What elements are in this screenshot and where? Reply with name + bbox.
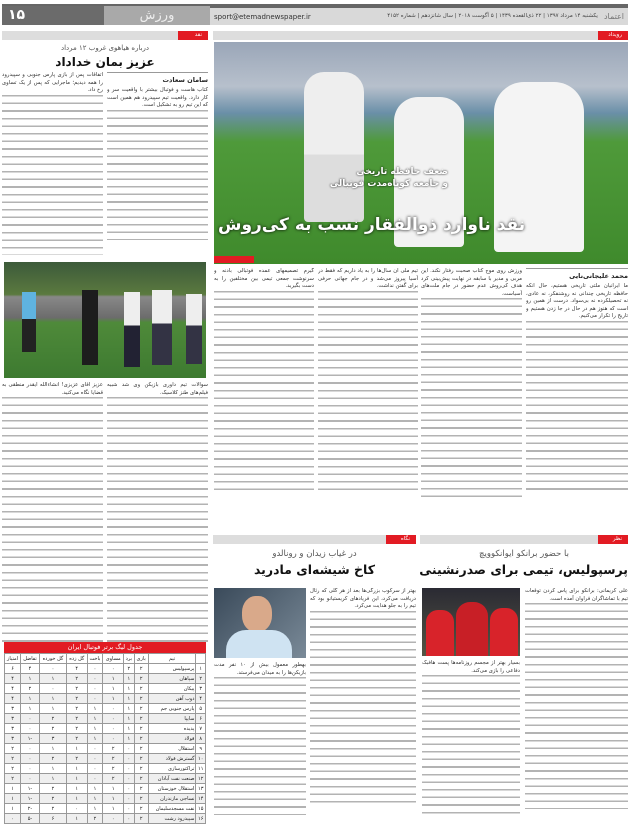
column-header: تفاضل — [21, 654, 40, 664]
table-cell: ۰ — [87, 744, 103, 754]
table-cell: ۲ — [39, 804, 66, 814]
table-row — [5, 764, 206, 774]
table-row — [5, 754, 206, 764]
article-text: بهتر از سرکوب بزرگی‌ها بعد از هر گلی که رئال دریافت می‌کرد، این فریادهای کریستیانو بود که تیم را به جلو هدایت می‌کرد. — [310, 588, 416, 610]
table-cell: ۴ — [5, 684, 21, 694]
table-cell: ۲ — [5, 764, 21, 774]
table-cell: ۲ — [134, 734, 148, 744]
article-column — [422, 660, 520, 820]
table-cell: ۱ — [5, 794, 21, 804]
team-name-cell: ذوب آهن — [148, 694, 196, 704]
team-name-cell: نفت مسجدسلیمان — [148, 804, 196, 814]
referee-figure — [22, 292, 36, 352]
table-cell: ۱ — [21, 694, 40, 704]
table-cell: ۲ — [39, 784, 66, 794]
table-row — [5, 674, 206, 684]
table-cell: ۲ — [66, 684, 87, 694]
table-cell: ۱ — [21, 704, 40, 714]
author: محمد علیجانی‌نایی — [526, 268, 628, 280]
section-tag: رویداد — [598, 31, 628, 40]
table-cell: ۱ — [87, 724, 103, 734]
table-cell: ۰ — [123, 784, 134, 794]
photo-kicker — [218, 166, 448, 190]
table-cell: ۱ — [87, 784, 103, 794]
table-cell: ۳ — [5, 714, 21, 724]
table-cell: ۰ — [66, 804, 87, 814]
table-cell: ۱ — [39, 744, 66, 754]
article-column — [421, 268, 522, 498]
article-text: عزیز آقای عزیزی! انشاءالله ایقدر منطقی به قضایا نگاه می‌کنید. — [2, 382, 103, 396]
section-bar-view — [213, 535, 416, 544]
article-text: کتاب هاست و فوتبال بیشتر با واقعیت سر و کار دارد. واقعیت تیم سپیدرود هم همین است که این تیم رو به تشکیل است. — [107, 87, 208, 109]
table-cell: ۱ — [123, 694, 134, 704]
text-block — [2, 95, 103, 255]
table-cell: ۲ — [134, 794, 148, 804]
table-cell: ۱ — [66, 794, 87, 804]
table-cell: -۱ — [21, 794, 40, 804]
table-cell: ۲ — [66, 734, 87, 744]
text-block — [422, 675, 520, 818]
table-cell: ۴ — [66, 664, 87, 674]
article-text: گیرم تصمیمهای عمده فوتبالی بادنه و سرنوشت جمعی تیمی بین مختلفین را به دست بگیرید. — [214, 268, 314, 290]
table-cell: ۲ — [21, 684, 40, 694]
team-name-cell: سپاهان — [148, 674, 196, 684]
table-cell: ۲ — [103, 754, 124, 764]
article-text: ما ایرانیان ملتی تاریخی هستیم، حال آنکه حافظه تاریخی چندانی نه روشنفکر، نه عادی، نه تحصیلکرده نه بی‌سواد. درست از همین رو است که هنوز هم در حال در جا زدن هستیم و تاریخ را تکرار می‌کنیم. — [526, 283, 628, 320]
table-cell: ۰ — [87, 684, 103, 694]
team-celebration-photo — [214, 42, 628, 264]
table-cell: ۰ — [39, 664, 66, 674]
table-row — [5, 814, 206, 824]
table-cell: ۳ — [196, 684, 206, 694]
table-cell: ۲ — [134, 804, 148, 814]
table-cell: ۲ — [39, 714, 66, 724]
table-row — [5, 714, 206, 724]
table-cell: ۰ — [87, 664, 103, 674]
newspaper-logo: اعتماد — [603, 12, 624, 21]
table-cell: ۰ — [123, 744, 134, 754]
table-row — [5, 794, 206, 804]
author: سامان سعادت — [107, 72, 208, 84]
table-cell: ۲ — [134, 764, 148, 774]
table-cell: ۰ — [123, 774, 134, 784]
table-cell: ۱۴ — [196, 794, 206, 804]
table-cell: ۰ — [103, 734, 124, 744]
section-name: ورزش — [104, 6, 210, 25]
headline: عزیز بمان خداداد — [55, 55, 155, 69]
table-cell: ۲ — [134, 704, 148, 714]
table-cell: ۰ — [103, 714, 124, 724]
table-cell: ۰ — [39, 684, 66, 694]
player-figure — [490, 608, 518, 656]
main-headline: نقد ناوارد ذوالفقار نسب به کی‌روش — [218, 215, 526, 235]
table-cell: ۰ — [87, 754, 103, 764]
table-cell: ۱ — [123, 704, 134, 714]
table-cell: ۳ — [5, 734, 21, 744]
table-cell: ۲ — [66, 674, 87, 684]
kicker: درباره هیاهوی غروب ۱۲ مرداد — [60, 44, 150, 52]
date-line: یکشنبه ۱۴ مرداد ۱۳۹۷ | ۲۲ ذی‌القعده ۱۴۳۹ | ۵ آگوست ۲۰۱۸ | سال شانزدهم | شماره ۴۱۵۲ — [387, 13, 598, 19]
table-cell: ۶ — [196, 714, 206, 724]
table-cell: ۱ — [87, 734, 103, 744]
table-cell: ۰ — [87, 694, 103, 704]
table-cell: ۲ — [5, 754, 21, 764]
column-header: مساوی — [103, 654, 124, 664]
team-name-cell: پرسپولیس — [148, 664, 196, 674]
table-row — [5, 744, 206, 754]
table-cell: ۲ — [134, 664, 148, 674]
player-figure — [304, 72, 364, 222]
table-cell: ۱ — [123, 724, 134, 734]
table-cell: ۰ — [21, 754, 40, 764]
table-cell: ۰ — [123, 814, 134, 824]
section-bar-event — [213, 31, 628, 40]
table-cell: ۰ — [103, 704, 124, 714]
table-cell: ۲ — [134, 674, 148, 684]
table-cell: ۲ — [134, 754, 148, 764]
team-name-cell: صنعت نفت آبادان — [148, 774, 196, 784]
table-cell: ۰ — [87, 764, 103, 774]
team-name-cell: پارس جنوبی جم — [148, 704, 196, 714]
team-name-cell: فولاد — [148, 734, 196, 744]
table-cell: ۱ — [103, 794, 124, 804]
face — [242, 596, 272, 632]
email-link[interactable]: sport@etemadnewspaper.ir — [214, 12, 311, 21]
table-cell: ۴ — [5, 674, 21, 684]
column-header: گل زده — [66, 654, 87, 664]
table-cell: ۰ — [123, 794, 134, 804]
table-cell: ۰ — [123, 764, 134, 774]
table-cell: ۰ — [87, 774, 103, 784]
article-text: علی کریمانی: برانکو برای پاس کردن توقعات تیم با تماشاگران فراوان آمده است. — [525, 588, 628, 602]
text-block — [107, 110, 208, 240]
table-cell: ۱ — [123, 674, 134, 684]
table-cell: ۱۶ — [196, 814, 206, 824]
team-name-cell: سپیدرود رشت — [148, 814, 196, 824]
team-name-cell: گسترش فولاد — [148, 754, 196, 764]
column-header: بازی — [134, 654, 148, 664]
header-bar — [210, 6, 628, 25]
kicker-line: و جامعه کوتاه‌مدت فوتبالی — [329, 179, 448, 189]
table-cell: ۲ — [103, 774, 124, 784]
table-cell: ۱۳ — [196, 784, 206, 794]
table-cell: ۱ — [103, 784, 124, 794]
player-figure — [426, 610, 454, 656]
table-cell: ۴ — [5, 694, 21, 704]
table-cell: ۲ — [39, 794, 66, 804]
table-cell: ۱ — [123, 684, 134, 694]
column-header: تیم — [148, 654, 196, 664]
photo-credit-tag — [214, 256, 254, 263]
table-cell: ۰ — [21, 744, 40, 754]
table-cell: ۱ — [39, 694, 66, 704]
table-cell: ۲ — [87, 814, 103, 824]
table-cell: ۲ — [103, 744, 124, 754]
table-cell: -۱ — [21, 734, 40, 744]
text-block — [525, 603, 628, 809]
table-row — [5, 804, 206, 814]
match-photo — [4, 262, 206, 378]
table-row — [5, 694, 206, 704]
table-cell: ۲ — [134, 784, 148, 794]
team-name-cell: نساجی مازندران — [148, 794, 196, 804]
section-tag: نگاه — [386, 535, 416, 544]
kicker: با حضور برانکو ایوانکوویچ — [479, 549, 569, 559]
team-name-cell: استقلال خوزستان — [148, 784, 196, 794]
table-cell: ۱ — [39, 764, 66, 774]
headline: پرسپولیس، تیمی برای صدرنشینی — [419, 562, 628, 577]
table-cell: ۶ — [39, 814, 66, 824]
coach-figure — [82, 290, 98, 365]
article-text: بسیار بهتر از مجسم روزنامه‌ها پست هافبک دفاعی را بازی می‌کند. — [422, 660, 520, 674]
team-photo — [422, 588, 520, 656]
table-cell: ۴ — [21, 664, 40, 674]
table-row — [5, 774, 206, 784]
table-cell: ۲ — [134, 724, 148, 734]
standings-table — [4, 642, 206, 824]
table-cell: ۲ — [123, 664, 134, 674]
column-header: برد — [123, 654, 134, 664]
section-tag: نظر — [598, 535, 628, 544]
table-cell: ۲ — [134, 814, 148, 824]
table-cell: ۱۵ — [196, 804, 206, 814]
table-cell: ۳ — [5, 724, 21, 734]
table-cell: -۱ — [21, 784, 40, 794]
table-cell: ۱ — [66, 784, 87, 794]
table-cell: ۱۰ — [196, 754, 206, 764]
text-block — [107, 397, 208, 642]
table-row — [5, 664, 206, 674]
team-name-cell: پیکان — [148, 684, 196, 694]
table-row — [5, 704, 206, 714]
table-cell: ۱ — [196, 664, 206, 674]
staff-figure — [186, 294, 202, 364]
table-cell: ۱ — [103, 684, 124, 694]
column-header — [196, 654, 206, 664]
column-header: گل خورده — [39, 654, 66, 664]
table-cell: ۱ — [103, 804, 124, 814]
table-cell: ۱ — [87, 714, 103, 724]
table-cell: ۲ — [66, 694, 87, 704]
table-cell: ۱ — [123, 714, 134, 724]
table-cell: ۰ — [103, 664, 124, 674]
table-cell: ۱ — [103, 694, 124, 704]
text-block — [214, 291, 314, 496]
article-column — [107, 382, 208, 637]
table-cell: ۲ — [134, 714, 148, 724]
table-cell: ۰ — [103, 724, 124, 734]
team-name-cell: سایپا — [148, 714, 196, 724]
table-cell: ۴ — [196, 694, 206, 704]
section-bar-critique — [2, 31, 208, 40]
staff-figure — [152, 290, 172, 365]
table-cell: ۱ — [39, 704, 66, 714]
table-cell: ۲ — [196, 674, 206, 684]
table-cell: ۰ — [21, 714, 40, 724]
table-cell: ۲ — [39, 754, 66, 764]
team-name-cell: استقلال — [148, 744, 196, 754]
table-cell: ۱ — [87, 704, 103, 714]
table-cell: ۰ — [123, 754, 134, 764]
table-cell: -۵ — [21, 814, 40, 824]
table-cell: ۱ — [5, 804, 21, 814]
table-cell: ۱ — [103, 674, 124, 684]
table-cell: ۲ — [134, 744, 148, 754]
table-row — [5, 724, 206, 734]
player-figure — [456, 602, 488, 656]
page-number: ۱۵ — [2, 6, 104, 25]
table-cell: ۱۲ — [196, 774, 206, 784]
table-cell: ۲ — [66, 724, 87, 734]
table-cell: ۱ — [66, 774, 87, 784]
table-row — [5, 734, 206, 744]
table-cell: ۱ — [123, 734, 134, 744]
text-block — [318, 291, 418, 496]
text-block — [2, 397, 103, 642]
table-row — [5, 784, 206, 794]
article-text: ورزش روی موج کتاب صحبت رفتار نکند. این مربی و مدیر با سابقه در نهایت پیش‌بینی کرد هدف کی‌روش عدم حضور در جام ملت‌های آسیاست. — [421, 268, 522, 297]
table-cell: ۱ — [5, 784, 21, 794]
text-block — [214, 677, 306, 815]
table-cell: ۰ — [21, 764, 40, 774]
table-cell: ۱ — [39, 774, 66, 784]
table-cell: ۱۱ — [196, 764, 206, 774]
table-cell: ۱ — [87, 794, 103, 804]
table-header-row — [5, 654, 206, 664]
table-cell: ۶ — [5, 664, 21, 674]
table-cell: ۰ — [21, 724, 40, 734]
article-text: اتفاقات پس از بازی پارس جنوبی و سپیدرود را همه دیدیم؛ ماجرایی که پس از یک تساوی رخ داد. — [2, 72, 103, 94]
article-column — [214, 662, 306, 820]
player-portrait-photo — [214, 588, 306, 658]
article-text: سوالات تیم داوری بازیکن وی شد شبیه فیلم‌های طنز کلاسیک. — [107, 382, 208, 396]
section-bar-opinion — [420, 535, 628, 544]
column-header: باخت — [87, 654, 103, 664]
article-column — [2, 382, 103, 637]
table-cell: ۲ — [5, 774, 21, 784]
table-cell: ۵ — [196, 704, 206, 714]
table-cell: ۲ — [134, 694, 148, 704]
text-block — [526, 321, 628, 491]
article-column — [107, 72, 208, 258]
table-cell: ۲ — [5, 744, 21, 754]
article-text: بهطور معمول بیش از ۱۰ نفر مدت بازیکن‌ها را به میدان می‌فرستد. — [214, 662, 306, 676]
table-cell: ۱ — [66, 744, 87, 754]
table-cell: ۲ — [66, 754, 87, 764]
table-cell: ۸ — [196, 734, 206, 744]
kicker-line: ضعف حافظه تاریخی — [356, 167, 448, 177]
staff-figure — [124, 292, 140, 367]
table-cell: ۰ — [21, 774, 40, 784]
article-column — [214, 268, 314, 498]
table-cell: ۰ — [5, 814, 21, 824]
table-title: جدول لیگ برتر فوتبال ایران — [4, 642, 206, 653]
table-cell: ۱ — [21, 674, 40, 684]
article-column — [2, 72, 103, 258]
table-cell: ۱ — [66, 764, 87, 774]
table-cell: -۲ — [21, 804, 40, 814]
table-cell: ۲ — [134, 774, 148, 784]
article-column — [310, 588, 416, 820]
table-row — [5, 684, 206, 694]
table-cell: ۲ — [66, 714, 87, 724]
table-cell: ۱ — [87, 804, 103, 814]
table-cell: ۳ — [39, 734, 66, 744]
article-column — [318, 268, 418, 498]
table-cell: ۲ — [66, 704, 87, 714]
article-column — [526, 268, 628, 498]
team-name-cell: پدیده — [148, 724, 196, 734]
table-cell: ۲ — [134, 684, 148, 694]
table-cell: ۷ — [196, 724, 206, 734]
table-cell: ۲ — [103, 764, 124, 774]
jersey — [226, 630, 292, 658]
table-cell: ۳ — [5, 704, 21, 714]
headline: کاخ شیشه‌ای مادرید — [253, 562, 376, 577]
article-column — [525, 588, 628, 820]
column-header: امتیاز — [5, 654, 21, 664]
table-cell: ۰ — [87, 674, 103, 684]
table-cell: ۱ — [39, 674, 66, 684]
kicker: در غیاب زیدان و رونالدو — [272, 549, 357, 559]
article-text: تیم ملی آن سال‌ها را به یاد داریم که فقط در آسیا پیروز می‌شد و در جام جهانی حرفی برای گفتن نداشت. — [318, 268, 418, 290]
table-cell: ۰ — [103, 814, 124, 824]
table-cell: ۹ — [196, 744, 206, 754]
section-tag: نقد — [178, 31, 208, 40]
team-name-cell: تراکتورسازی — [148, 764, 196, 774]
table-cell: ۰ — [123, 804, 134, 814]
table-body — [5, 664, 206, 824]
table-cell: ۱ — [66, 814, 87, 824]
table-cell: ۲ — [39, 724, 66, 734]
text-block — [421, 298, 522, 498]
text-block — [310, 611, 416, 807]
